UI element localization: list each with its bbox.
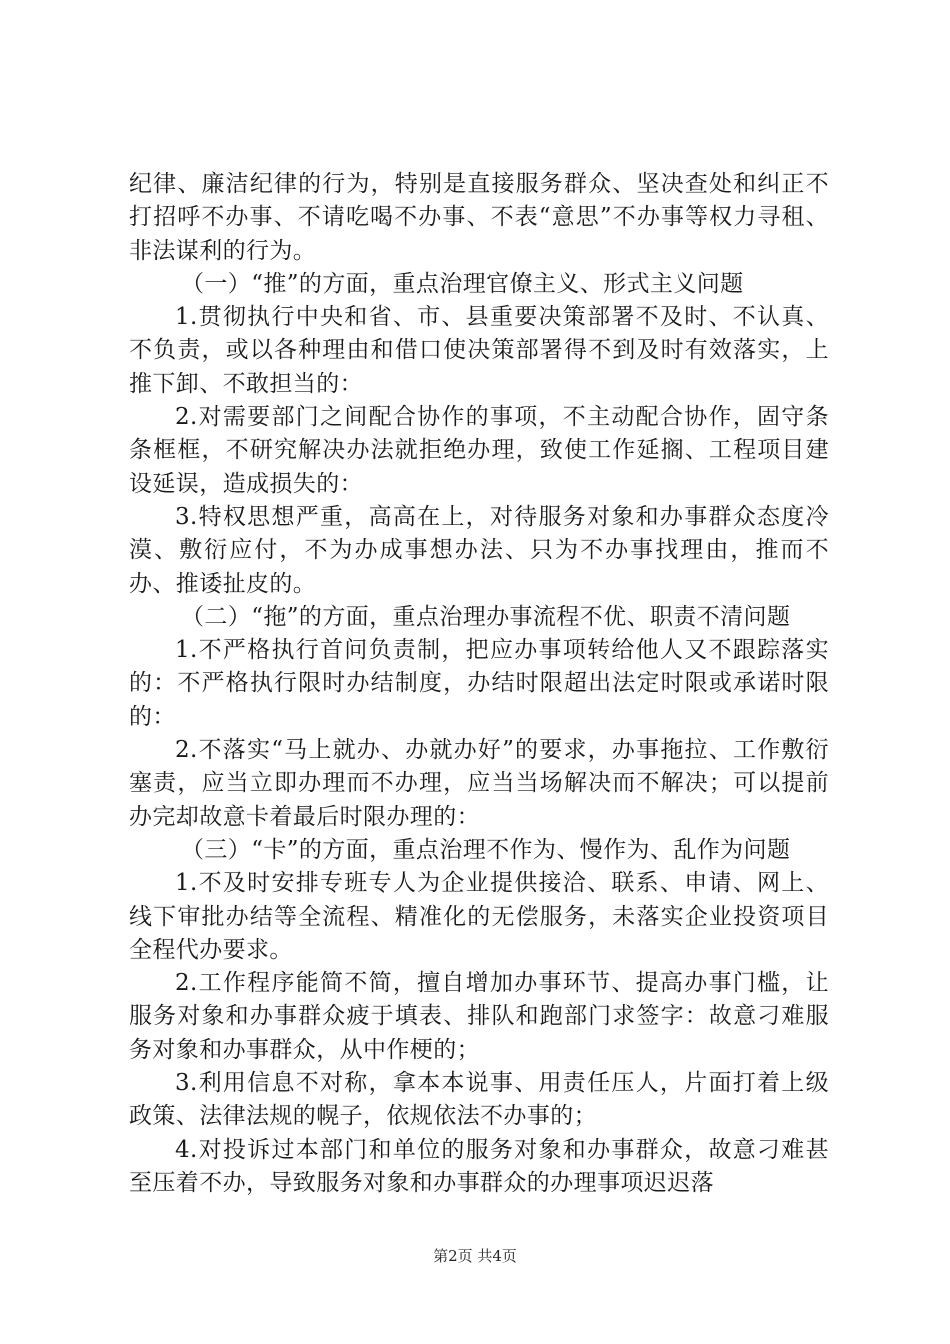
paragraph-item: 3.利用信息不对称，拿本本说事、用责任压人，片面打着上级政策、法律法规的幌子，依规依法不办事的； xyxy=(129,1070,829,1130)
document-body xyxy=(129,168,829,1200)
section-heading-ka: （三）“卡”的方面，重点治理不作为、慢作为、乱作为问题 xyxy=(181,836,791,863)
paragraph-item: 2.不落实“马上就办、办就办好”的要求，办事拖拉、工作敷衍塞责，应当立即办理而不办理，应当当场解决而不解决；可以提前办完却故意卡着最后时限办理的： xyxy=(129,737,829,830)
page-footer xyxy=(0,1246,950,1266)
section-heading-tuo: （二）“拖”的方面，重点治理办事流程不优、职责不清问题 xyxy=(181,603,791,630)
section-heading-tui: （一）“推”的方面，重点治理官僚主义、形式主义问题 xyxy=(181,270,744,297)
paragraph-item: 2.工作程序能简不简，擅自增加办事环节、提高办事门槛，让服务对象和办事群众疲于填表、排队和跑部门求签字：故意刁难服务对象和办事群众，从中作梗的； xyxy=(129,970,829,1063)
paragraph-item: 1.不严格执行首问负责制，把应办事项转给他人又不跟踪落实的：不严格执行限时办结制度，办结时限超出法定时限或承诺时限的： xyxy=(129,637,829,730)
paragraph-item: 2.对需要部门之间配合协作的事项，不主动配合协作，固守条条框框，不研究解决办法就拒绝办理，致使工作延搁、工程项目建设延误，造成损失的： xyxy=(129,404,829,497)
paragraph-item: 4.对投诉过本部门和单位的服务对象和办事群众，故意刁难甚至压着不办，导致服务对象和办事群众的办理事项迟迟落 xyxy=(129,1136,829,1196)
paragraph-item: 1.贯彻执行中央和省、市、县重要决策部署不及时、不认真、不负责，或以各种理由和借口使决策部署得不到及时有效落实，上推下卸、不敢担当的： xyxy=(129,304,829,397)
paragraph-continuation: 纪律、廉洁纪律的行为，特别是直接服务群众、坚决查处和纠正不打招呼不办事、不请吃喝不办事、不表“意思”不办事等权力寻租、非法谋利的行为。 xyxy=(129,171,829,264)
paragraph-item: 1.不及时安排专班专人为企业提供接洽、联系、申请、网上、线下审批办结等全流程、精准化的无偿服务，未落实企业投资项目全程代办要求。 xyxy=(129,870,829,963)
paragraph-item: 3.特权思想严重，高高在上，对待服务对象和办事群众态度冷漠、敷衍应付，不为办成事想办法、只为不办事找理由，推而不办、推诿扯皮的。 xyxy=(129,503,829,597)
page-number-label: 第2页 共4页 xyxy=(433,1247,517,1265)
